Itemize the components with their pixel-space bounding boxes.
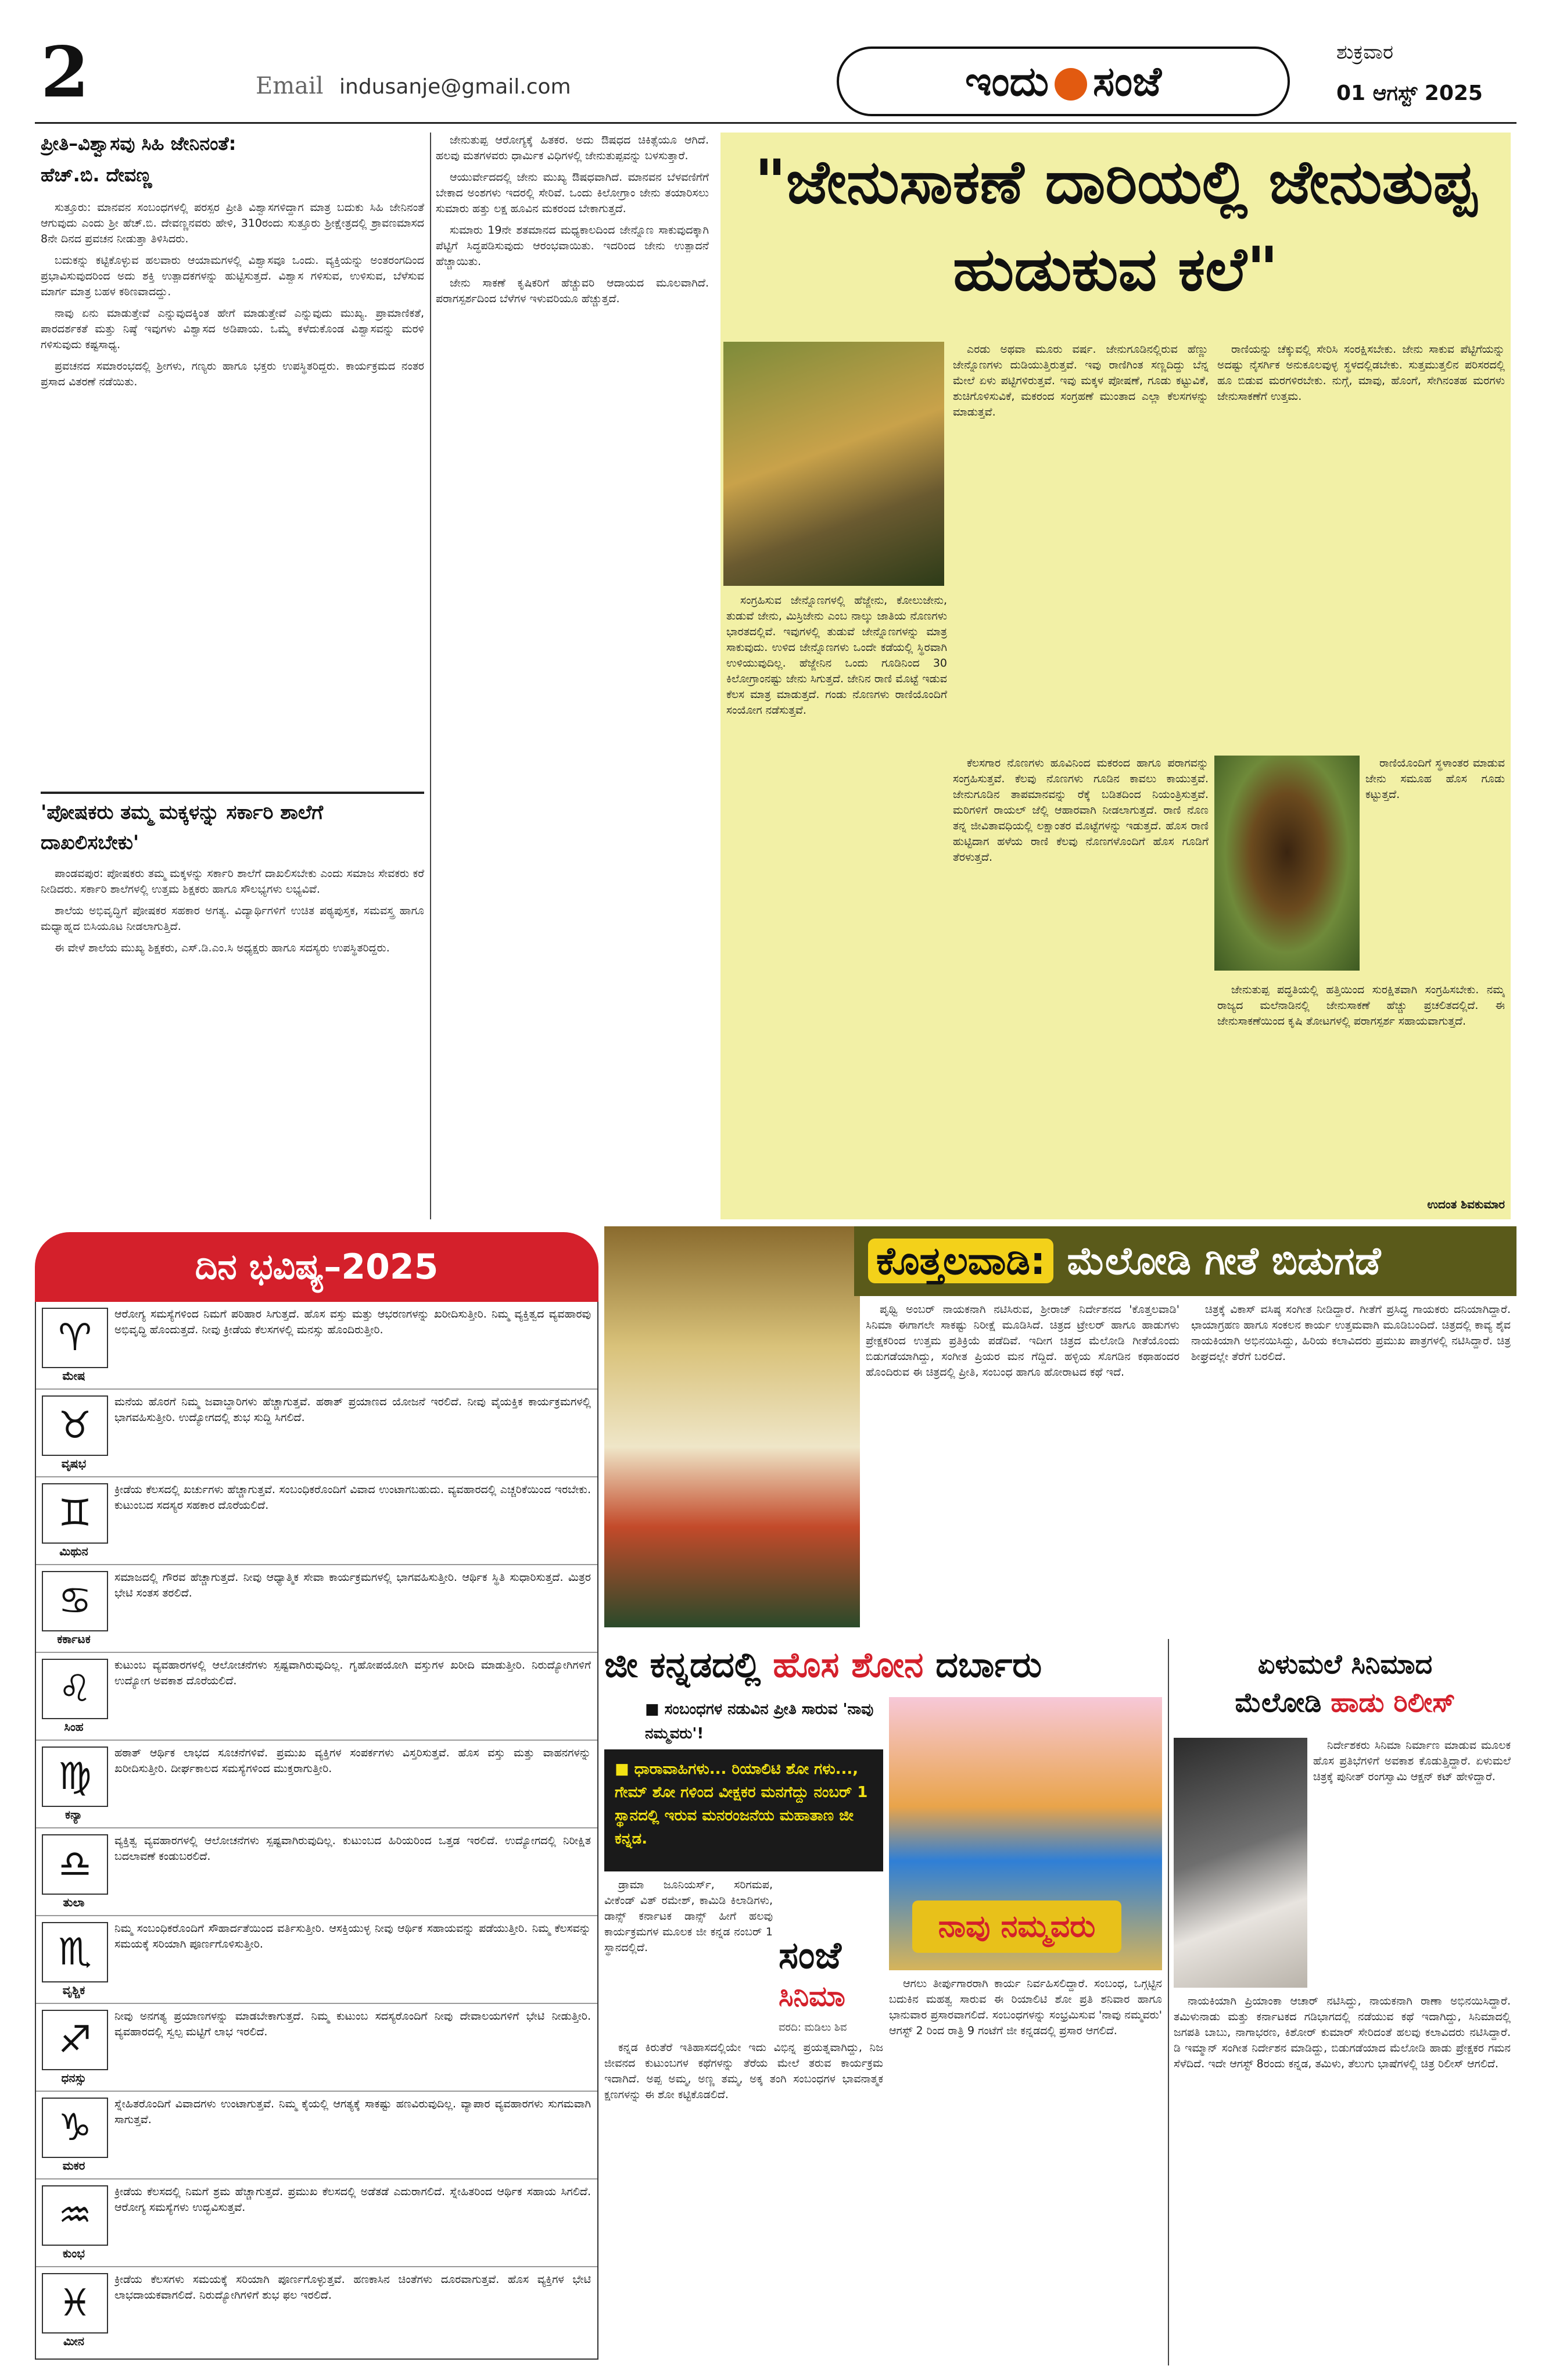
email-label: Email — [256, 73, 324, 99]
horoscope-row — [36, 1390, 597, 1477]
honey-body-col1 — [953, 342, 1209, 749]
zee-para: ಡ್ರಾಮಾ ಜೂನಿಯರ್ಸ್, ಸರಿಗಮಪ, ವೀಕೆಂಡ್ ವಿತ್ ರಮೇಶ್, ಕಾಮಿಡಿ ಕಿಲಾಡಿಗಳು, ಡಾನ್ಸ್ ಕರ್ನಾಟಕ ಡಾನ್ಸ್ ಹೀಗೆ ಹಲವು ಕಾರ್ಯಕ್ರಮಗಳ ಮೂಲಕ ಜೀ ಕನ್ನಡ ನಂಬರ್ 1 ಸ್ಥಾನದಲ್ಲಿದೆ. — [604, 1878, 773, 1954]
masthead-rule — [35, 122, 1516, 124]
horoscope-row — [36, 1565, 597, 1653]
email-line — [256, 69, 616, 103]
article2-para: ಈ ವೇಳೆ ಶಾಲೆಯ ಮುಖ್ಯ ಶಿಕ್ಷಕರು, ಎಸ್.ಡಿ.ಎಂ.ಸಿ ಅಧ್ಯಕ್ಷರು ಹಾಗೂ ಸದಸ್ಯರು ಉಪಸ್ಥಿತರಿದ್ದರು. — [55, 942, 390, 954]
zee-subheading: ■ ಸಂಬಂಧಗಳ ನಡುವಿನ ಪ್ರೀತಿ ಸಾರುವ 'ನಾವು ನಮ್ಮವರು'! — [645, 1701, 874, 1742]
email-address: indusanje@gmail.com — [339, 75, 571, 99]
sign-forecast: ವ್ಯಕ್ತಿತ್ವ ವ್ಯವಹಾರಗಳಲ್ಲಿ ಆಲೋಚನೆಗಳು ಸ್ಪಷ್ಟವಾಗಿರುವುದಿಲ್ಲ. ಕುಟುಂಬದ ಹಿರಿಯರಿಂದ ಒತ್ತಡ ಇರಲಿದೆ. ಉದ್ಯೋಗದಲ್ಲಿ ನಿರೀಕ್ಷಿತ ಬದಲಾವಣೆ ಕಂಡುಬರಲಿದೆ. — [114, 1834, 591, 1863]
zee-title-part1: ಜೀ ಕನ್ನಡದಲ್ಲಿ — [604, 1645, 761, 1685]
yelumale-title-line2 — [1174, 1683, 1516, 1722]
honey-body-col3 — [1217, 342, 1505, 749]
zee-body-col1b — [604, 2040, 883, 2365]
sign-forecast: ಸಮಾಜದಲ್ಲಿ ಗೌರವ ಹೆಚ್ಚಾಗುತ್ತದೆ. ನೀವು ಆಧ್ಯಾತ್ಮಿಕ ಸೇವಾ ಕಾರ್ಯಕ್ರಮಗಳಲ್ಲಿ ಭಾಗವಹಿಸುತ್ತೀರಿ. ಆರ್ಥಿಕ ಸ್ಥಿತಿ ಸುಧಾರಿಸುತ್ತದೆ. ಮಿತ್ರರ ಭೇಟಿ ಸಂತಸ ತರಲಿದೆ. — [114, 1571, 591, 1599]
article1-para: ಬದುಕನ್ನು ಕಟ್ಟಿಕೊಳ್ಳುವ ಹಲವಾರು ಆಯಾಮಗಳಲ್ಲಿ ವಿಶ್ವಾಸವೂ ಒಂದು. ವ್ಯಕ್ತಿಯನ್ನು ಅಂತರಂಗದಿಂದ ಪ್ರಭಾವಿಸುವುದರಿಂದ ಅದು ಶಕ್ತಿ ಉತ್ಪಾದಕಗಳನ್ನು ಹುಟ್ಟಿಸುತ್ತದೆ. ವಿಶ್ವಾಸ ಗಳಿಸುವ, ಉಳಿಸುವ, ಬೆಳೆಸುವ ಮಾರ್ಗ ಮಾತ್ರ ಬಹಳ ಕಠಿಣವಾದದ್ದು. — [41, 254, 424, 298]
logo-word-left: ಇಂದು — [965, 58, 1049, 105]
yelumale-body-col1 — [1313, 1738, 1511, 1988]
zee-title-part3: ದರ್ಬಾರು — [935, 1645, 1042, 1685]
article1-body — [41, 200, 424, 781]
honey-para: ರಾಣಿಯೊಂದಿಗೆ ಸ್ಥಳಾಂತರ ಮಾಡುವ ಜೇನು ಸಮೂಹ ಹೊಸ ಗೂಡು ಕಟ್ಟುತ್ತದೆ. — [1365, 757, 1505, 801]
sun-icon — [1055, 68, 1087, 101]
article1-column2 — [436, 133, 709, 1219]
horoscope-row — [36, 1741, 597, 1828]
sign-name: ಮಕರ — [62, 2159, 85, 2173]
honey-body-col3b — [1365, 756, 1505, 976]
horoscope-row — [36, 2267, 597, 2355]
horoscope-row — [36, 1653, 597, 1741]
aries-icon: ♈ — [42, 1308, 108, 1368]
sign-name: ಕನ್ಯಾ — [65, 1808, 83, 1821]
zee-headline — [604, 1636, 1168, 1694]
leo-icon: ♌ — [42, 1659, 108, 1719]
logo-word-right: ಸಂಜೆ — [1092, 58, 1162, 105]
honey-body-col3c — [1217, 982, 1505, 1197]
yelumale-para: ನಾಯಕಿಯಾಗಿ ಪ್ರಿಯಾಂಕಾ ಆಚಾರ್ ನಟಿಸಿದ್ದು, ನಾಯಕನಾಗಿ ರಾಣಾ ಅಭಿನಯಿಸಿದ್ದಾರೆ. ತಮಿಳುನಾಡು ಮತ್ತು ಕರ್ನಾಟಕದ ಗಡಿಭಾಗದಲ್ಲಿ ನಡೆಯುವ ಕಥೆ ಇದಾಗಿದ್ದು, ಸಿನಿಮಾದಲ್ಲಿ ಜಗಪತಿ ಬಾಬು, ನಾಗಾಭರಣ, ಕಿಶೋರ್ ಕುಮಾರ್ ಸೇರಿದಂತೆ ಹಲವು ಕಲಾವಿದರು ನಟಿಸಿದ್ದಾರೆ. ಡಿ ಇಮ್ಮಾನ್ ಸಂಗೀತ ನಿರ್ದೇಶನ ಮಾಡಿದ್ದು, ಬಿಡುಗಡೆಯಾದ ಮೆಲೋಡಿ ಹಾಡು ಪ್ರೇಕ್ಷಕರ ಗಮನ ಸೆಳೆದಿದೆ. ಇದೇ ಆಗಸ್ಟ್ 8ರಂದು ಕನ್ನಡ, ತಮಿಳು, ತೆಲುಗು ಭಾಷೆಗಳಲ್ಲಿ ಚಿತ್ರ ರಿಲೀಸ್ ಆಗಲಿದೆ. — [1174, 1995, 1511, 2070]
zee-para: ಕನ್ನಡ ಕಿರುತೆರೆ ಇತಿಹಾಸದಲ್ಲಿಯೇ ಇದು ವಿಭಿನ್ನ ಪ್ರಯತ್ನವಾಗಿದ್ದು, ನಿಜ ಜೀವನದ ಕುಟುಂಬಗಳ ಕಥೆಗಳನ್ನು ತೆರೆಯ ಮೇಲೆ ತರುವ ಕಾರ್ಯಕ್ರಮ ಇದಾಗಿದೆ. ಅಪ್ಪ ಅಮ್ಮ, ಅಣ್ಣ ತಮ್ಮ, ಅಕ್ಕ ತಂಗಿ ಸಂಬಂಧಗಳ ಭಾವನಾತ್ಮಕ ಕ್ಷಣಗಳನ್ನು ಈ ಶೋ ಕಟ್ಟಿಕೊಡಲಿದೆ. — [604, 2041, 883, 2101]
honey-author: ಉದಂತ ಶಿವಕುಮಾರ — [1427, 1197, 1505, 1211]
horoscope-row — [36, 1477, 597, 1565]
honey-para: ಕೆಲಸಗಾರ ನೊಣಗಳು ಹೂವಿನಿಂದ ಮಕರಂದ ಹಾಗೂ ಪರಾಗವನ್ನು ಸಂಗ್ರಹಿಸುತ್ತವೆ. ಕೆಲವು ನೊಣಗಳು ಗೂಡಿನ ಕಾವಲು ಕಾಯುತ್ತವೆ. ಜೇನುಗೂಡಿನ ತಾಪಮಾನವನ್ನು ರೆಕ್ಕೆ ಬಡಿತದಿಂದ ನಿಯಂತ್ರಿಸುತ್ತವೆ. ಮರಿಗಳಿಗೆ ರಾಯಲ್ ಜೆಲ್ಲಿ ಆಹಾರವಾಗಿ ನೀಡಲಾಗುತ್ತದೆ. ರಾಣಿ ನೊಣ ತನ್ನ ಜೀವಿತಾವಧಿಯಲ್ಲಿ ಲಕ್ಷಾಂತರ ಮೊಟ್ಟೆಗಳನ್ನು ಇಡುತ್ತದೆ. ಹೊಸ ರಾಣಿ ಹುಟ್ಟಿದಾಗ ಹಳೆಯ ರಾಣಿ ಕೆಲವು ನೊಣಗಳೊಂದಿಗೆ ಹೊಸ ಗೂಡಿಗೆ ತೆರಳುತ್ತದೆ. — [953, 757, 1209, 864]
kothalavadi-title-highlight: ಕೊತ್ತಲವಾಡಿ: — [868, 1239, 1053, 1283]
article1-col2-para: ಆಯುರ್ವೇದದಲ್ಲಿ ಜೇನು ಮುಖ್ಯ ಔಷಧವಾಗಿದೆ. ಮಾನವನ ಬೆಳವಣಿಗೆಗೆ ಬೇಕಾದ ಅಂಶಗಳು ಇದರಲ್ಲಿ ಸೇರಿವೆ. ಒಂದು ಕಿಲೋಗ್ರಾಂ ಜೇನು ತಯಾರಿಸಲು ಸುಮಾರು ಹತ್ತು ಲಕ್ಷ ಹೂವಿನ ಮಕರಂದ ಬೇಕಾಗುತ್ತದೆ. — [436, 171, 709, 215]
kothalavadi-para: ಚಿತ್ರಕ್ಕೆ ವಿಕಾಸ್ ವಸಿಷ್ಠ ಸಂಗೀತ ನೀಡಿದ್ದಾರೆ. ಗೀತೆಗೆ ಪ್ರಸಿದ್ಧ ಗಾಯಕರು ದನಿಯಾಗಿದ್ದಾರೆ. ಛಾಯಾಗ್ರಹಣ ಹಾಗೂ ಸಂಕಲನ ಕಾರ್ಯ ಉತ್ತಮವಾಗಿ ಮೂಡಿಬಂದಿದೆ. ಚಿತ್ರದಲ್ಲಿ ಕಾವ್ಯ ಶೈವ ನಾಯಕಿಯಾಗಿ ಅಭಿನಯಿಸಿದ್ದು, ಹಿರಿಯ ಕಲಾವಿದರು ಪ್ರಮುಖ ಪಾತ್ರಗಳಲ್ಲಿ ನಟಿಸಿದ್ದಾರೆ. ಚಿತ್ರ ಶೀಘ್ರದಲ್ಲೇ ತೆರೆಗೆ ಬರಲಿದೆ. — [1191, 1303, 1511, 1363]
gemini-icon: ♊ — [42, 1483, 108, 1544]
article1-para: ಸುತ್ತೂರು: ಮಾನವನ ಸಂಬಂಧಗಳಲ್ಲಿ ಪರಸ್ಪರ ಪ್ರೀತಿ ವಿಶ್ವಾಸಗಳಿದ್ದಾಗ ಮಾತ್ರ ಬದುಕು ಸಿಹಿ ಜೇನಿನಂತೆ ಆಗುವುದು ಎಂದು ಶ್ರೀ ಹೆಚ್.ಬಿ. ದೇವಣ್ಣನವರು ಹೇಳಿ, 310ರಂದು ಸುತ್ತೂರು ಶ್ರೀಕ್ಷೇತ್ರದಲ್ಲಿ ಶ್ರಾವಣಮಾಸದ 8ನೇ ದಿನದ ಪ್ರವಚನ ನೀಡುತ್ತಾ ತಿಳಿಸಿದರು. — [41, 201, 424, 245]
pisces-icon: ♓ — [42, 2273, 108, 2334]
scorpio-icon: ♏ — [42, 1922, 108, 1982]
article1-col2-para: ಸುಮಾರು 19ನೇ ಶತಮಾನದ ಮಧ್ಯಕಾಲದಿಂದ ಜೇನ್ನೊಣ ಸಾಕುವುದಕ್ಕಾಗಿ ಪೆಟ್ಟಿಗೆ ಸಿದ್ಧಪಡಿಸುವುದು ಆರಂಭವಾಯಿತು. ಇದರಿಂದ ಜೇನು ಉತ್ಪಾದನೆ ಹೆಚ್ಚಾಯಿತು. — [436, 224, 709, 268]
zee-highlight-box: ■ ಧಾರಾವಾಹಿಗಳು... ರಿಯಾಲಿಟಿ ಶೋ ಗಳು..., ಗೇಮ್ ಶೋ ಗಳಿಂದ ವೀಕ್ಷಕರ ಮನಗೆದ್ದು ನಂಬರ್ 1 ಸ್ಥಾನದಲ್ಲಿ ಇರುವ ಮನರಂಜನೆಯ ಮಹಾತಾಣ ಜೀ ಕನ್ನಡ. — [604, 1749, 883, 1871]
column-divider — [1168, 1639, 1169, 2365]
column-divider — [430, 133, 431, 1219]
issue-date: 01 ಆಗಸ್ಟ್ 2025 — [1336, 81, 1483, 105]
article2-body — [41, 866, 424, 1221]
sign-forecast: ಕ್ರೀಡೆಯ ಕೆಲಸದಲ್ಲಿ ನಿಮಗೆ ಶ್ರಮ ಹೆಚ್ಚಾಗುತ್ತದೆ. ಪ್ರಮುಖ ಕೆಲಸದಲ್ಲಿ ಅಡೆತಡೆ ಎದುರಾಗಲಿದೆ. ಸ್ನೇಹಿತರಿಂದ ಆರ್ಥಿಕ ಸಹಾಯ ಸಿಗಲಿದೆ. ಆರೋಗ್ಯ ಸಮಸ್ಯೆಗಳು ಉದ್ಭವಿಸುತ್ತವೆ. — [114, 2185, 591, 2214]
honey-body-col1b — [726, 593, 947, 1215]
zee-body-col1 — [604, 1877, 773, 2034]
virgo-icon: ♍ — [42, 1746, 108, 1807]
kothalavadi-title-rest: ಮೆಲೋಡಿ ಗೀತೆ ಬಿಡುಗಡೆ — [1067, 1239, 1381, 1283]
sign-name: ಧನಸ್ಸು — [61, 2071, 87, 2085]
yelumale-title-highlight: ಹಾಡು ರಿಲೀಸ್ — [1331, 1687, 1455, 1718]
cancer-icon: ♋ — [42, 1571, 108, 1631]
honey-para: ರಾಣಿಯನ್ನು ಚೆಕ್ಕುವಲ್ಲಿ ಸೇರಿಸಿ ಸಂರಕ್ಷಿಸಬೇಕು. ಜೇನು ಸಾಕುವ ಪೆಟ್ಟಿಗೆಯನ್ನು ಅದಷ್ಟು ನೈಸರ್ಗಿಕ ಅನುಕೂಲವುಳ್ಳ ಸ್ಥಳದಲ್ಲಿಡಬೇಕು. ಸುತ್ತಮುತ್ತಲಿನ ಪರಿಸರದಲ್ಲಿ ಹೂ ಬಿಡುವ ಮರಗಳಿರಬೇಕು. ನುಗ್ಗೆ, ಮಾವು, ಹೊಂಗೆ, ಸೇಗಿನಂತಹ ಮರಗಳು ಜೇನುಸಾಕಣೆಗೆ ಉತ್ತಮ. — [1217, 343, 1505, 403]
show-title-logo: ನಾವು ನಮ್ಮವರು — [912, 1901, 1121, 1953]
sign-forecast: ಕುಟುಂಬ ವ್ಯವಹಾರಗಳಲ್ಲಿ ಆಲೋಚನೆಗಳು ಸ್ಪಷ್ಟವಾಗಿರುವುದಿಲ್ಲ. ಗೃಹೋಪಯೋಗಿ ವಸ್ತುಗಳ ಖರೀದಿ ಮಾಡುತ್ತೀರಿ. ನಿರುದ್ಯೋಗಿಗಳಿಗೆ ಉದ್ಯೋಗ ಅವಕಾಶ ದೊರೆಯಲಿದೆ. — [114, 1659, 591, 1687]
kothalavadi-body-col1 — [866, 1302, 1179, 1627]
zee-body-col2 — [889, 1976, 1162, 2365]
sign-name: ಸಿಂಹ — [64, 1720, 84, 1734]
page-number: 2 — [41, 35, 89, 110]
sanje-cinema-logo — [779, 1935, 906, 2023]
sign-name: ಮಿಥುನ — [59, 1544, 88, 1558]
sign-name: ಮೇಷ — [62, 1369, 85, 1383]
kothalavadi-body-col2 — [1191, 1302, 1511, 1627]
article1-col2-para: ಜೇನು ಸಾಕಣೆ ಕೃಷಿಕರಿಗೆ ಹೆಚ್ಚುವರಿ ಆದಾಯದ ಮೂಲವಾಗಿದೆ. ಪರಾಗಸ್ಪರ್ಶದಿಂದ ಬೆಳೆಗಳ ಇಳುವರಿಯೂ ಹೆಚ್ಚುತ್ತದೆ. — [436, 277, 709, 305]
article2-title: 'ಪೋಷಕರು ತಮ್ಮ ಮಕ್ಕಳನ್ನು ಸರ್ಕಾರಿ ಶಾಲೆಗೆ ದಾಖಲಿಸಬೇಕು' — [41, 792, 424, 856]
honey-para: ಜೇನುತುಪ್ಪ ಪದ್ಧತಿಯಲ್ಲಿ ಹತ್ತಿಯಿಂದ ಸುರಕ್ಷಿತವಾಗಿ ಸಂಗ್ರಹಿಸಬೇಕು. ನಮ್ಮ ರಾಜ್ಯದ ಮಲೆನಾಡಿನಲ್ಲಿ ಜೇನುಸಾಕಣೆ ಹೆಚ್ಚು ಪ್ರಚಲಿತದಲ್ಲಿದೆ. ಈ ಜೇನುಸಾಕಣೆಯಿಂದ ಕೃಷಿ ತೋಟಗಳಲ್ಲಿ ಪರಾಗಸ್ಪರ್ಶ ಸಹಾಯವಾಗುತ್ತದೆ. — [1217, 983, 1505, 1028]
sanje-logo-word: ಸಂಜೆ — [779, 1935, 841, 1977]
sign-forecast: ಹಠಾತ್ ಆರ್ಥಿಕ ಲಾಭದ ಸೂಚನೆಗಳಿವೆ. ಪ್ರಮುಖ ವ್ಯಕ್ತಿಗಳ ಸಂಪರ್ಕಗಳು ವಿಸ್ತರಿಸುತ್ತವೆ. ಹೊಸ ವಸ್ತು ಮತ್ತು ವಾಹನಗಳನ್ನು ಖರೀದಿಸುತ್ತೀರಿ. ದೀರ್ಘಕಾಲದ ಸಮಸ್ಯೆಗಳಿಂದ ಮುಕ್ತರಾಗುತ್ತೀರಿ. — [114, 1746, 591, 1775]
taurus-icon: ♉ — [42, 1395, 108, 1456]
honey-para: ಎರಡು ಅಥವಾ ಮೂರು ವರ್ಷ. ಜೇನುಗೂಡಿನಲ್ಲಿರುವ ಹೆಣ್ಣು ಜೇನ್ನೊಣಗಳು ದುಡಿಯುತ್ತಿರುತ್ತವೆ. ಇವು ರಾಣಿಗಿಂತ ಸಣ್ಣದಿದ್ದು ಬೆನ್ನ ಮೇಲೆ ಏಳು ಪಟ್ಟಿಗಳಿರುತ್ತವೆ. ಇವು ಮಕ್ಕಳ ಪೋಷಣೆ, ಗೂಡು ಕಟ್ಟುವಿಕೆ, ಶುಚಿಗೊಳಿಸುವಿಕೆ, ಮಕರಂದ ಸಂಗ್ರಹಣೆ ಮುಂತಾದ ಎಲ್ಲಾ ಕೆಲಸಗಳನ್ನು ಮಾಡುತ್ತವೆ. — [953, 343, 1209, 418]
article1-author: ಹೆಚ್.ಬಿ. ದೇವಣ್ಣ — [41, 164, 152, 186]
zee-report-credit: ವರದಿ: ಮಡಿಲು ಶಿವ — [779, 2021, 847, 2034]
article1-title: ಪ್ರೀತಿ–ವಿಶ್ವಾಸವು ಸಿಹಿ ಜೇನಿನಂತೆ: — [41, 133, 236, 155]
horoscope-row — [36, 2004, 597, 2092]
yelumale-body-col2 — [1174, 1994, 1511, 2365]
aquarius-icon: ♒ — [42, 2185, 108, 2246]
horoscope-list — [35, 1302, 598, 2360]
honey-para: ಸಂಗ್ರಹಿಸುವ ಜೇನ್ನೊಣಗಳಲ್ಲಿ ಹೆಜ್ಜೇನು, ಕೋಲುಜೇನು, ತುಡುವೆ ಜೇನು, ಮಿಸ್ರಿಜೇನು ಎಂಬ ನಾಲ್ಕು ಜಾತಿಯ ನೊಣಗಳು ಭಾರತದಲ್ಲಿವೆ. ಇವುಗಳಲ್ಲಿ ತುಡುವೆ ಜೇನ್ನೊಣಗಳನ್ನು ಮಾತ್ರ ಸಾಕುವುದು. ಉಳಿದ ಜೇನ್ನೊಣಗಳು ಒಂದೇ ಕಡೆಯಲ್ಲಿ ಸ್ಥಿರವಾಗಿ ಉಳಿಯುವುದಿಲ್ಲ. ಹೆಜ್ಜೇನಿನ ಒಂದು ಗೂಡಿನಿಂದ 30 ಕಿಲೋಗ್ರಾಂನಷ್ಟು ಜೇನು ಸಿಗುತ್ತದೆ. ಜೇನಿನ ರಾಣಿ ಮೊಟ್ಟೆ ಇಡುವ ಕೆಲಸ ಮಾತ್ರ ಮಾಡುತ್ತದೆ. ಗಂಡು ನೊಣಗಳು ರಾಣಿಯೊಂದಿಗೆ ಸಂಯೋಗ ನಡೆಸುತ್ತವೆ. — [726, 594, 947, 717]
sign-name: ಕರ್ಕಾಟಕ — [57, 1632, 91, 1646]
article1-para: ಪ್ರವಚನದ ಸಮಾರಂಭದಲ್ಲಿ ಶ್ರೀಗಳು, ಗಣ್ಯರು ಹಾಗೂ ಭಕ್ತರು ಉಪಸ್ಥಿತರಿದ್ದರು. ಕಾರ್ಯಕ್ರಮದ ನಂತರ ಪ್ರಸಾದ ವಿತರಣೆ ನಡೆಯಿತು. — [41, 360, 424, 388]
sign-name: ವೃಶ್ಚಿಕ — [62, 1983, 85, 1997]
sign-forecast: ನೀವು ಅನಗತ್ಯ ಪ್ರಯಾಣಗಳನ್ನು ಮಾಡಬೇಕಾಗುತ್ತದೆ. ನಿಮ್ಮ ಕುಟುಂಬ ಸದಸ್ಯರೊಂದಿಗೆ ನೀವು ದೇವಾಲಯಗಳಿಗೆ ಭೇಟಿ ನೀಡುತ್ತೀರಿ. ವ್ಯವಹಾರದಲ್ಲಿ ಸ್ವಲ್ಪ ಮಟ್ಟಿಗೆ ಲಾಭ ಇರಲಿದೆ. — [114, 2010, 591, 2038]
article2-para: ಶಾಲೆಯ ಅಭಿವೃದ್ಧಿಗೆ ಪೋಷಕರ ಸಹಕಾರ ಅಗತ್ಯ. ವಿದ್ಯಾರ್ಥಿಗಳಿಗೆ ಉಚಿತ ಪಠ್ಯಪುಸ್ತಕ, ಸಮವಸ್ತ್ರ ಹಾಗೂ ಮಧ್ಯಾಹ್ನದ ಬಿಸಿಯೂಟ ನೀಡಲಾಗುತ್ತಿದೆ. — [41, 904, 424, 933]
horoscope-row — [36, 2179, 597, 2267]
honey-body-col2 — [953, 756, 1209, 1215]
bee-swarm-photo — [1214, 756, 1360, 971]
newspaper-logo — [837, 46, 1290, 116]
sign-name: ತುಲಾ — [63, 1895, 85, 1909]
yelumale-couple-photo — [1174, 1738, 1307, 1988]
horoscope-row — [36, 2092, 597, 2179]
article1-para: ನಾವು ಏನು ಮಾಡುತ್ತೇವೆ ಎನ್ನುವುದಕ್ಕಿಂತ ಹೇಗೆ ಮಾಡುತ್ತೇವೆ ಎನ್ನುವುದು ಮುಖ್ಯ. ಪ್ರಾಮಾಣಿಕತೆ, ಪಾರದರ್ಶಕತೆ ಮತ್ತು ನಿಷ್ಠೆ ಇವುಗಳು ವಿಶ್ವಾಸದ ಅಡಿಪಾಯ. ಒಮ್ಮೆ ಕಳೆದುಕೊಂಡ ವಿಶ್ವಾಸವನ್ನು ಮರಳಿ ಗಳಿಸುವುದು ಕಷ್ಟಸಾಧ್ಯ. — [41, 307, 424, 351]
capricorn-icon: ♑ — [42, 2098, 108, 2158]
kothalavadi-headline — [854, 1226, 1516, 1296]
beehive-photo — [723, 342, 944, 586]
yelumale-title-line1: ಏಳುಮಲೆ ಸಿನಿಮಾದ — [1257, 1648, 1433, 1680]
sign-name: ಕುಂಭ — [63, 2246, 85, 2260]
horoscope-title: ದಿನ ಭವಿಷ್ಯ–2025 — [35, 1232, 598, 1302]
cinema-logo-word: ಸಿನಿಮಾ — [779, 1980, 845, 2013]
libra-icon: ♎ — [42, 1834, 108, 1895]
zee-para: ಆಗಲು ತೀರ್ಪುಗಾರರಾಗಿ ಕಾರ್ಯ ನಿರ್ವಹಿಸಲಿದ್ದಾರೆ. ಸಂಬಂಧ, ಒಗ್ಗಟ್ಟಿನ ಬದುಕಿನ ಮಹತ್ವ ಸಾರುವ ಈ ರಿಯಾಲಿಟಿ ಶೋ ಪ್ರತಿ ಶನಿವಾರ ಹಾಗೂ ಭಾನುವಾರ ಪ್ರಸಾರವಾಗಲಿದೆ. ಸಂಬಂಧಗಳನ್ನು ಸಂಭ್ರಮಿಸುವ 'ನಾವು ನಮ್ಮವರು' ಆಗಸ್ಟ್ 2 ರಿಂದ ರಾತ್ರಿ 9 ಗಂಟೆಗೆ ಜೀ ಕನ್ನಡದಲ್ಲಿ ಪ್ರಸಾರ ಆಗಲಿದೆ. — [889, 1977, 1162, 2037]
yelumale-para: ನಿರ್ದೇಶಕರು ಸಿನಿಮಾ ನಿರ್ಮಾಣ ಮಾಡುವ ಮೂಲಕ ಹೊಸ ಪ್ರತಿಭೆಗಳಿಗೆ ಅವಕಾಶ ಕೊಡುತ್ತಿದ್ದಾರೆ. ಏಳುಮಲೆ ಚಿತ್ರಕ್ಕೆ ಪುನೀತ್ ರಂಗಸ್ವಾಮಿ ಆಕ್ಷನ್ ಕಟ್ ಹೇಳಿದ್ದಾರೆ. — [1313, 1739, 1511, 1783]
article2-para: ಪಾಂಡವಪುರ: ಪೋಷಕರು ತಮ್ಮ ಮಕ್ಕಳನ್ನು ಸರ್ಕಾರಿ ಶಾಲೆಗೆ ದಾಖಲಿಸಬೇಕು ಎಂದು ಸಮಾಜ ಸೇವಕರು ಕರೆ ನೀಡಿದರು. ಸರ್ಕಾರಿ ಶಾಲೆಗಳಲ್ಲಿ ಉತ್ತಮ ಶಿಕ್ಷಕರು ಹಾಗೂ ಸೌಲಭ್ಯಗಳು ಲಭ್ಯವಿವೆ. — [41, 867, 424, 896]
sign-forecast: ಕ್ರೀಡೆಯ ಕೆಲಸದಲ್ಲಿ ಖರ್ಚುಗಳು ಹೆಚ್ಚಾಗುತ್ತವೆ. ಸಂಬಂಧಿಕರೊಂದಿಗೆ ವಿವಾದ ಉಂಟಾಗಬಹುದು. ವ್ಯವಹಾರದಲ್ಲಿ ಎಚ್ಚರಿಕೆಯಿಂದ ಇರಬೇಕು. ಕುಟುಂಬದ ಸದಸ್ಯರ ಸಹಕಾರ ದೊರೆಯಲಿದೆ. — [114, 1483, 591, 1512]
yelumale-headline — [1174, 1645, 1516, 1726]
sagittarius-icon: ♐ — [42, 2010, 108, 2070]
horoscope-row — [36, 1828, 597, 1916]
sign-forecast: ಕ್ರೀಡೆಯ ಕೆಲಸಗಳು ಸಮಯಕ್ಕೆ ಸರಿಯಾಗಿ ಪೂರ್ಣಗೊಳ್ಳುತ್ತವೆ. ಹಣಕಾಸಿನ ಚಿಂತೆಗಳು ದೂರವಾಗುತ್ತವೆ. ಹೊಸ ವ್ಯಕ್ತಿಗಳ ಭೇಟಿ ಲಾಭದಾಯಕವಾಗಲಿದೆ. ನಿರುದ್ಯೋಗಿಗಳಿಗೆ ಶುಭ ಫಲ ಇರಲಿದೆ. — [114, 2273, 591, 2302]
horoscope-row — [36, 1302, 597, 1390]
kothalavadi-couple-photo — [604, 1226, 860, 1627]
article1-col2-para: ಜೇನುತುಪ್ಪ ಆರೋಗ್ಯಕ್ಕೆ ಹಿತಕರ. ಅದು ಔಷಧದ ಚಿಕಿತ್ಸೆಯೂ ಆಗಿದೆ. ಹಲವು ಮತಗಳವರು ಧಾರ್ಮಿಕ ವಿಧಿಗಳಲ್ಲಿ ಜೇನುತುಪ್ಪವನ್ನು ಬಳಸುತ್ತಾರೆ. — [436, 134, 709, 162]
yelumale-title-word: ಮೆಲೋಡಿ — [1235, 1687, 1322, 1718]
sign-forecast: ನಿಮ್ಮ ಸಂಬಂಧಿಕರೊಂದಿಗೆ ಸೌಹಾರ್ದತೆಯಿಂದ ವರ್ತಿಸುತ್ತೀರಿ. ಆಸಕ್ತಿಯುಳ್ಳ ನೀವು ಆರ್ಥಿಕ ಸಹಾಯವನ್ನು ಪಡೆಯುತ್ತೀರಿ. ನಿಮ್ಮ ಕೆಲಸವನ್ನು ಸಮಯಕ್ಕೆ ಸರಿಯಾಗಿ ಪೂರ್ಣಗೊಳಿಸುತ್ತೀರಿ. — [114, 1922, 591, 1950]
horoscope-row — [36, 1916, 597, 2004]
sign-forecast: ಆರೋಗ್ಯ ಸಮಸ್ಯೆಗಳಿಂದ ನಿಮಗೆ ಪರಿಹಾರ ಸಿಗುತ್ತದೆ. ಹೊಸ ವಸ್ತು ಮತ್ತು ಆಭರಣಗಳನ್ನು ಖರೀದಿಸುತ್ತೀರಿ. ನಿಮ್ಮ ವ್ಯಕ್ತಿತ್ವದ ವ್ಯವಹಾರವು ಅಭಿವೃದ್ಧಿ ಹೊಂದುತ್ತದೆ. ನೀವು ಕ್ರೀಡೆಯ ಕೆಲಸಗಳಲ್ಲಿ ಮನಸ್ಸು ಹೊಂದಿರುತ್ತೀರಿ. — [114, 1308, 591, 1336]
sign-name: ವೃಷಭ — [61, 1456, 87, 1470]
honey-headline: "ಜೇನುಸಾಕಣೆ ದಾರಿಯಲ್ಲಿ ಜೇನುತುಪ್ಪ ಹುಡುಕುವ ಕಲೆ" — [754, 146, 1477, 305]
issue-day: ಶುಕ್ರವಾರ — [1336, 41, 1393, 64]
sign-forecast: ಸ್ನೇಹಿತರೊಂದಿಗೆ ವಿವಾದಗಳು ಉಂಟಾಗುತ್ತವೆ. ನಿಮ್ಮ ಕೈಯಲ್ಲಿ ಆಗತ್ಯಕ್ಕೆ ಸಾಕಷ್ಟು ಹಣವಿರುವುದಿಲ್ಲ. ವ್ಯಾಪಾರ ವ್ಯವಹಾರಗಳು ಸುಗಮವಾಗಿ ಸಾಗುತ್ತವೆ. — [114, 2098, 591, 2126]
sign-forecast: ಮನೆಯ ಹೊರಗೆ ನಿಮ್ಮ ಜವಾಬ್ದಾರಿಗಳು ಹೆಚ್ಚಾಗುತ್ತವೆ. ಹಠಾತ್ ಪ್ರಯಾಣದ ಯೋಜನೆ ಇರಲಿದೆ. ನೀವು ವೈಯಕ್ತಿಕ ಕಾರ್ಯಕ್ರಮಗಳಲ್ಲಿ ಭಾಗವಹಿಸುತ್ತೀರಿ. ಉದ್ಯೋಗದಲ್ಲಿ ಶುಭ ಸುದ್ದಿ ಸಿಗಲಿದೆ. — [114, 1395, 591, 1424]
zee-title-part2: ಹೊಸ ಶೋನ — [773, 1645, 924, 1685]
sign-name: ಮೀನ — [63, 2334, 84, 2348]
kothalavadi-para: ಪೃಥ್ವಿ ಅಂಬರ್ ನಾಯಕನಾಗಿ ನಟಿಸಿರುವ, ಶ್ರೀರಾಜ್ ನಿರ್ದೇಶನದ 'ಕೊತ್ತಲವಾಡಿ' ಸಿನಿಮಾ ಈಗಾಗಲೇ ಸಾಕಷ್ಟು ನಿರೀಕ್ಷೆ ಮೂಡಿಸಿದೆ. ಚಿತ್ರದ ಟ್ರೇಲರ್ ಹಾಗೂ ಹಾಡುಗಳು ಪ್ರೇಕ್ಷಕರಿಂದ ಉತ್ತಮ ಪ್ರತಿಕ್ರಿಯೆ ಪಡೆದಿವೆ. ಇದೀಗ ಚಿತ್ರದ ಮೆಲೋಡಿ ಗೀತೆಯೊಂದು ಬಿಡುಗಡೆಯಾಗಿದ್ದು, ಸಂಗೀತ ಪ್ರಿಯರ ಮನ ಗೆದ್ದಿದೆ. ಹಳ್ಳಿಯ ಸೊಗಡಿನ ಕಥಾಹಂದರ ಹೊಂದಿರುವ ಈ ಚಿತ್ರದಲ್ಲಿ ಪ್ರೀತಿ, ಸಂಬಂಧ ಹಾಗೂ ಹೋರಾಟದ ಕಥೆ ಇದೆ. — [866, 1303, 1179, 1379]
